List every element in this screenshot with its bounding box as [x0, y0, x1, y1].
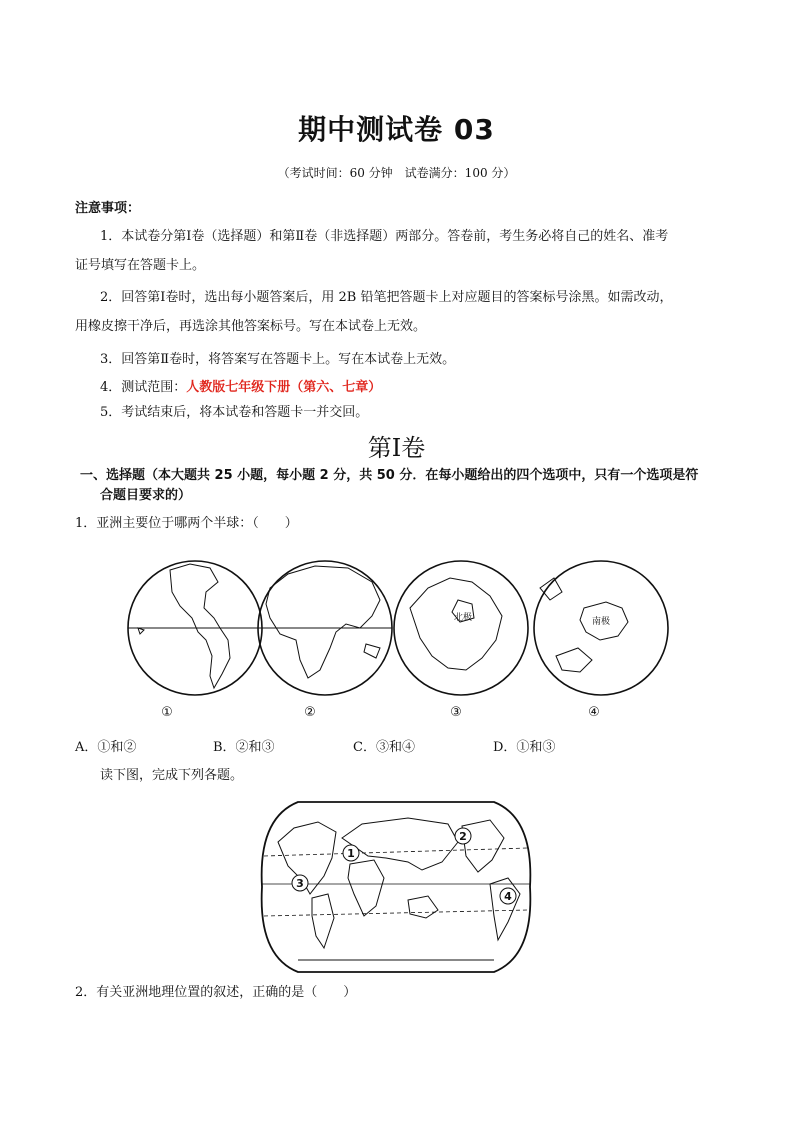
option-a: A．①和②	[75, 740, 137, 755]
globe-label-4: ④	[588, 705, 600, 720]
continent-shape	[312, 894, 334, 948]
section-heading-line-2: 合题目要求的）	[100, 488, 192, 503]
question-1-stem: 1．亚洲主要位于哪两个半球：（ ）	[75, 516, 298, 531]
continent-shape	[266, 566, 380, 678]
continent-shape	[348, 860, 384, 916]
continent-shape	[138, 628, 144, 634]
continent-shape	[556, 648, 592, 672]
globe-3	[394, 561, 528, 695]
map-label-3: 3	[296, 877, 304, 890]
option-c: C．③和④	[353, 740, 415, 755]
globe-label-3: ③	[450, 705, 462, 720]
page-title: 期中测试卷 03	[298, 113, 495, 146]
continent-shape	[408, 896, 438, 918]
world-map-figure	[258, 798, 534, 976]
section-heading-line-1: 一、选择题（本大题共 25 小题，每小题 2 分，共 50 分．在每小题给出的四个选项中，只有一个选项是符	[80, 468, 699, 483]
globe-label-1: ①	[161, 705, 173, 720]
continent-shape	[364, 644, 380, 658]
continent-shape	[410, 578, 502, 670]
note-item-1-line-2: 证号填写在答题卡上。	[75, 258, 206, 273]
read-prompt: 读下图，完成下列各题。	[100, 768, 244, 783]
map-label-1: 1	[347, 847, 355, 860]
hemispheres-figure	[110, 548, 670, 723]
note-item-4-prefix: 4．测试范围：	[100, 380, 187, 395]
continent-shape	[540, 578, 562, 600]
north-pole-label: 北极	[454, 613, 473, 623]
question-2-stem: 2．有关亚洲地理位置的叙述，正确的是（ ）	[75, 985, 357, 1000]
note-item-3: 3．回答第Ⅱ卷时，将答案写在答题卡上。写在本试卷上无效。	[100, 352, 456, 367]
south-pole-label: 南极	[592, 617, 611, 627]
option-b: B．②和③	[213, 740, 275, 755]
note-item-2-line-2: 用橡皮擦干净后，再选涂其他答案标号。写在本试卷上无效。	[75, 319, 427, 334]
note-item-2-line-1: 2．回答第Ⅰ卷时，选出每小题答案后，用 2B 铅笔把答题卡上对应题目的答案标号涂黑。如需改动，	[100, 290, 673, 305]
continent-shape	[170, 564, 230, 688]
note-item-4	[100, 379, 381, 397]
exam-info: （考试时间：60 分钟 试卷满分：100 分）	[277, 166, 516, 180]
map-label-4: 4	[504, 890, 512, 903]
notes-heading: 注意事项：	[75, 201, 141, 216]
continent-shape	[490, 878, 520, 940]
test-scope: 人教版七年级下册（第六、七章）	[186, 380, 382, 395]
note-item-5: 5．考试结束后，将本试卷和答题卡一并交回。	[100, 405, 369, 420]
tropic-line	[264, 910, 528, 916]
option-d: D．①和③	[493, 740, 556, 755]
note-item-1-line-1: 1．本试卷分第Ⅰ卷（选择题）和第Ⅱ卷（非选择题）两部分。答卷前，考生务必将自己的姓名、准考	[100, 229, 669, 244]
map-label-2: 2	[459, 830, 467, 843]
globe-label-2: ②	[304, 705, 316, 720]
tropic-line	[264, 848, 528, 856]
section-title: 第I卷	[367, 434, 426, 462]
globe-4	[534, 561, 668, 695]
continent-shape	[462, 820, 504, 872]
